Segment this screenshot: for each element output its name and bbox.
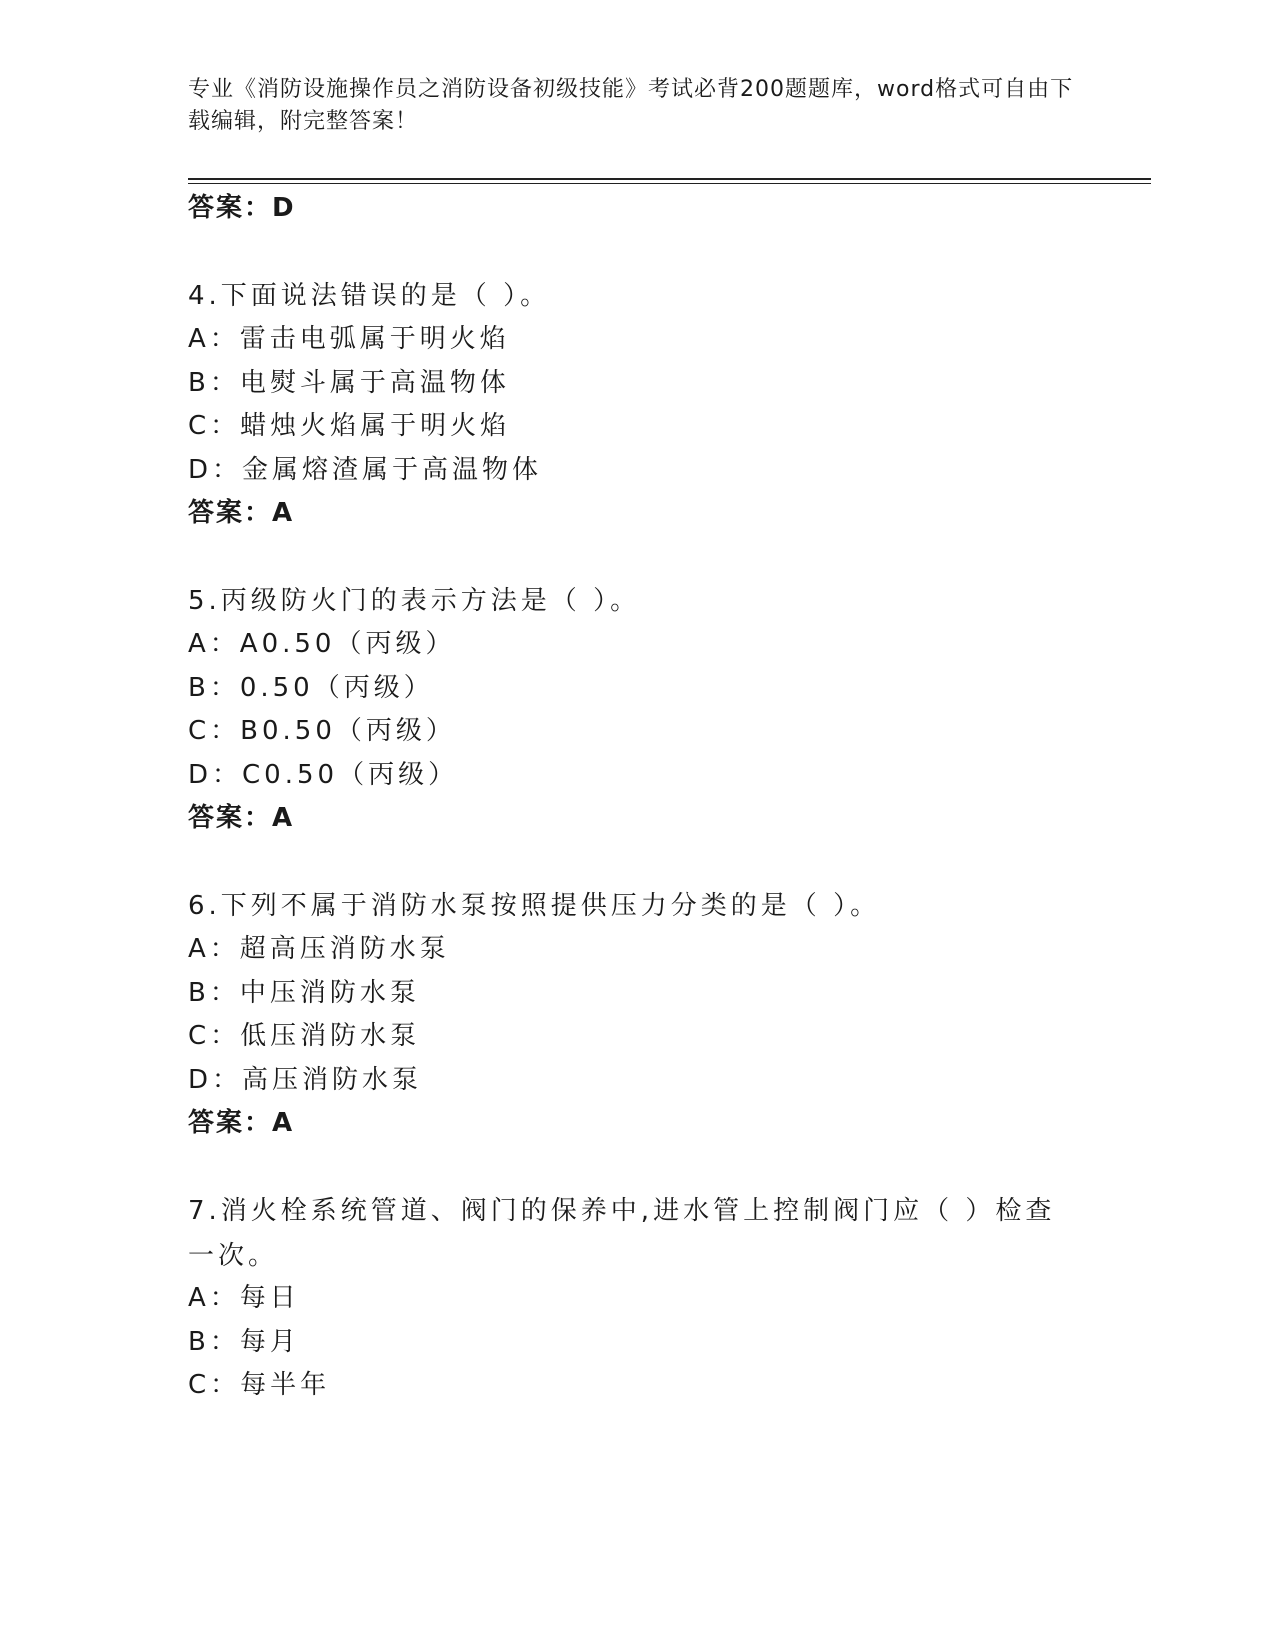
question-6-option-d: D：高压消防水泵 [188, 1065, 423, 1095]
question-7-option-a: A：每日 [188, 1283, 300, 1313]
question-4-option-a: A：雷击电弧属于明火焰 [188, 324, 510, 354]
question-4-option-b: B：电熨斗属于高温物体 [188, 368, 510, 398]
question-4-option-c: C：蜡烛火焰属于明火焰 [188, 411, 511, 441]
question-5: 5.丙级防火门的表示方法是（ ）。 [188, 586, 641, 616]
question-6-option-b: B：中压消防水泵 [188, 978, 420, 1008]
answer-4: 答案：A [188, 498, 295, 528]
header-divider [188, 178, 1151, 180]
question-4: 4.下面说法错误的是（ ）。 [188, 281, 551, 311]
question-7-option-b: B：每月 [188, 1327, 300, 1357]
question-5-option-c: C：B0.50（丙级） [188, 716, 456, 746]
question-5-option-d: D：C0.50（丙级） [188, 760, 459, 790]
question-6-option-c: C：低压消防水泵 [188, 1021, 421, 1051]
question-5-option-b: B：0.50（丙级） [188, 673, 434, 703]
answer-5: 答案：A [188, 803, 295, 833]
question-4-option-d: D：金属熔渣属于高温物体 [188, 455, 543, 485]
answer-6: 答案：A [188, 1108, 295, 1138]
document-header: 专业《消防设施操作员之消防设备初级技能》考试必背200题题库，word格式可自由下载编辑，附完整答案！ [188, 77, 1074, 134]
question-7: 7.消火栓系统管道、阀门的保养中,进水管上控制阀门应（ ）检查一次。 [188, 1196, 1056, 1271]
question-7-option-c: C：每半年 [188, 1370, 331, 1400]
question-6-option-a: A：超高压消防水泵 [188, 934, 450, 964]
question-5-option-a: A：A0.50（丙级） [188, 629, 456, 659]
question-6: 6.下列不属于消防水泵按照提供压力分类的是（ ）。 [188, 891, 881, 921]
header-divider-thin [188, 183, 1151, 184]
answer-3: 答案：D [188, 193, 296, 223]
